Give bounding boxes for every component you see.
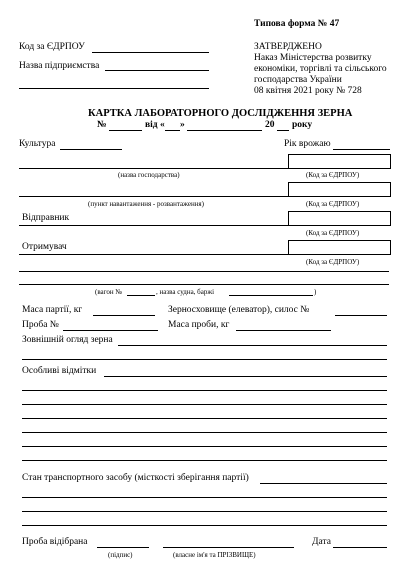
receiver-edrpou-box[interactable] — [288, 240, 391, 255]
form-number: Типова форма № 47 — [254, 19, 340, 29]
batch-mass-input-line[interactable] — [93, 315, 155, 316]
special-notes-input-line[interactable] — [22, 460, 387, 461]
receiver-edrpou-caption: (Код за ЄДРПОУ) — [306, 258, 360, 266]
wagon-caption-b: , назва судна, баржі — [156, 288, 215, 296]
culture-input-line[interactable] — [60, 149, 122, 150]
loading-edrpou-box[interactable] — [288, 182, 391, 197]
order-line-1: Наказ Міністерства розвитку — [254, 53, 372, 63]
full-name-input-line[interactable] — [163, 547, 294, 548]
elevator-label: Зерносховище (елеватор), силос № — [168, 305, 310, 315]
wagon-input-line[interactable] — [19, 271, 389, 272]
card-year-line[interactable] — [277, 130, 289, 131]
sample-mass-label: Маса проби, кг — [168, 320, 230, 330]
loading-edrpou-caption: (Код за ЄДРПОУ) — [306, 200, 360, 208]
card-number-line[interactable] — [109, 130, 142, 131]
card-day-line[interactable] — [165, 130, 180, 131]
edrpou-input-line[interactable] — [92, 52, 209, 53]
company-input-line[interactable] — [105, 70, 209, 71]
harvest-year-label: Рік врожаю — [284, 139, 331, 149]
culture-label: Культура — [19, 139, 56, 149]
card-year-prefix: 20 — [265, 120, 275, 130]
company-input-line-2[interactable] — [19, 88, 209, 89]
card-date-quote-close: » — [180, 120, 185, 130]
card-title: КАРТКА ЛАБОРАТОРНОГО ДОСЛІДЖЕННЯ ЗЕРНА — [88, 108, 353, 119]
sender-edrpou-box[interactable] — [288, 211, 391, 226]
loading-point-caption: (пункт навантаження - розвантаження) — [88, 200, 204, 208]
order-line-3: господарства України — [254, 75, 342, 85]
special-notes-input-line[interactable] — [22, 432, 387, 433]
special-notes-input-line[interactable] — [22, 418, 387, 419]
visual-inspection-input-line-2[interactable] — [22, 359, 387, 360]
farm-edrpou-box[interactable] — [288, 154, 391, 169]
receiver-input-line[interactable] — [19, 254, 389, 255]
special-notes-label: Особливі відмітки — [22, 366, 97, 376]
sample-input-line[interactable] — [63, 330, 158, 331]
special-notes-input-line[interactable] — [22, 446, 387, 447]
approved-label: ЗАТВЕРДЖЕНО — [254, 42, 322, 52]
special-notes-input-line[interactable] — [22, 390, 387, 391]
sample-label: Проба № — [22, 320, 59, 330]
transport-state-input-line-4[interactable] — [22, 525, 387, 526]
farm-name-input-line[interactable] — [19, 168, 389, 169]
transport-state-input-line-3[interactable] — [22, 511, 387, 512]
farm-name-caption: (назва господарства) — [118, 171, 180, 179]
card-month-line[interactable] — [187, 130, 262, 131]
wagon-caption-c: ) — [314, 288, 317, 296]
full-name-caption: (власне ім'я та ПРІЗВИЩЕ) — [173, 551, 256, 559]
sender-label: Відправник — [22, 213, 70, 223]
sample-mass-input-line[interactable] — [236, 330, 331, 331]
transport-state-label: Стан транспортного засобу (місткості зберігання партії) — [22, 473, 249, 483]
loading-point-input-line[interactable] — [19, 196, 389, 197]
special-notes-input-line[interactable] — [22, 404, 387, 405]
sample-taken-label: Проба відібрана — [22, 537, 88, 547]
farm-edrpou-caption: (Код за ЄДРПОУ) — [306, 171, 360, 179]
elevator-input-line[interactable] — [335, 315, 387, 316]
signature-input-line[interactable] — [97, 547, 149, 548]
transport-state-input-line-2[interactable] — [22, 497, 387, 498]
wagon-caption-a: (вагон № — [95, 288, 123, 296]
receiver-label: Отримувач — [22, 242, 67, 252]
signature-caption: (підпис) — [108, 551, 133, 559]
transport-state-input-line[interactable] — [260, 483, 387, 484]
special-notes-input-line[interactable] — [104, 376, 387, 377]
wagon-number-line[interactable] — [127, 295, 155, 296]
card-date-from: від « — [145, 120, 165, 130]
edrpou-label: Код за ЄДРПОУ — [19, 42, 85, 52]
vessel-name-line[interactable] — [229, 295, 313, 296]
sender-input-line[interactable] — [19, 225, 389, 226]
date-label: Дата — [312, 537, 331, 547]
card-number-prefix: № — [97, 120, 107, 130]
order-line-2: економіки, торгівлі та сільського — [254, 64, 387, 74]
company-label: Назва підприємства — [19, 61, 100, 71]
date-input-line[interactable] — [333, 547, 387, 548]
visual-inspection-input-line[interactable] — [118, 345, 387, 346]
sender-edrpou-caption: (Код за ЄДРПОУ) — [306, 229, 360, 237]
visual-inspection-label: Зовнішній огляд зерна — [22, 335, 113, 345]
harvest-year-input-line[interactable] — [333, 149, 390, 150]
batch-mass-label: Маса партії, кг — [22, 305, 83, 315]
order-line-4: 08 квітня 2021 року № 728 — [254, 86, 362, 96]
wagon-input-line-2[interactable] — [19, 284, 389, 285]
card-year-suffix: року — [292, 120, 313, 130]
